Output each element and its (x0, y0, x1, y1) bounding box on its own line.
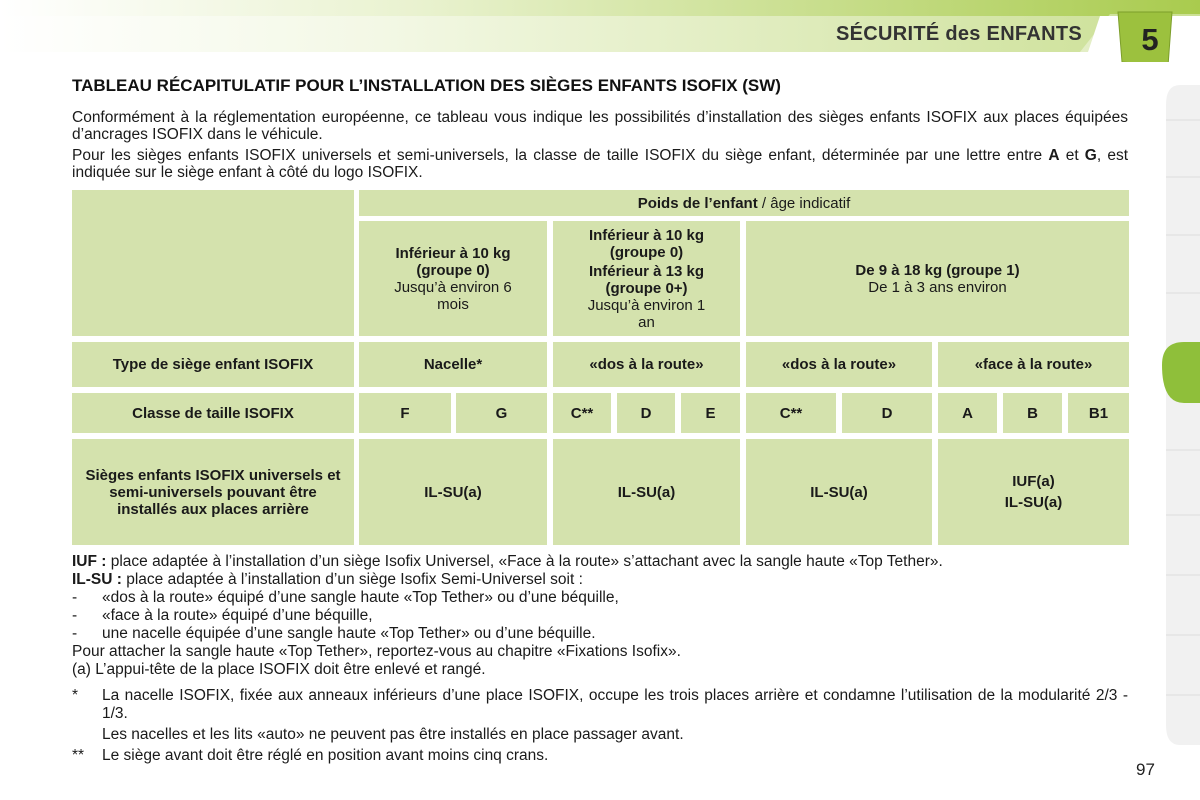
size-class-cell: D (617, 393, 675, 433)
weight-header-bold: Poids de l’enfant (637, 194, 758, 212)
group-0plus-title-2: Inférieur à 13 kg (groupe 0+) (588, 262, 705, 297)
weight-header (359, 190, 1129, 216)
size-class-cell: E (681, 393, 740, 433)
intro-paragraph-1: Conformément à la réglementation européenne, ce tableau vous indique les possibilités d’installation des sièges enfants ISOFIX aux places équipées d’ancrages ISOFIX dans le véhicule. (72, 109, 1128, 143)
size-class-cell: C** (553, 393, 611, 433)
note-iuf-text: place adaptée à l’installation d’un siège Isofix Universel, «Face à la route» s’attachant avec la sangle haute «Top Tether». (106, 553, 943, 570)
footnote-marker: ** (72, 747, 85, 764)
group-1-age: De 1 à 3 ans environ (868, 278, 1007, 296)
list-bullet: - (72, 625, 78, 642)
notes-section (72, 553, 1128, 765)
weight-header-rest: / âge indicatif (757, 194, 851, 212)
group-0-header (359, 221, 547, 336)
weight-header-label (638, 195, 851, 212)
list-item (72, 589, 1128, 607)
group-1-title: De 9 à 18 kg (groupe 1) (855, 261, 1020, 279)
page-number: 97 (1136, 760, 1155, 779)
seat-type-nacelle: Nacelle* (359, 342, 547, 387)
group-1-header (746, 221, 1129, 336)
intro-p2-letter-a: A (1048, 147, 1060, 164)
footnote-text: Le siège avant doit être réglé en position avant moins cinq crans. (102, 747, 549, 764)
list-item-text: «face à la route» équipé d’une béquille, (102, 607, 373, 624)
group-0plus-header (553, 221, 740, 336)
note-headrest: (a) L’appui-tête de la place ISOFIX doit être enlevé et rangé. (72, 661, 486, 678)
intro-p2-text: Pour les sièges enfants ISOFIX universels et semi-universels, la classe de taille ISOFIX du siège enfant, déterminée par une lettre entre (72, 147, 1049, 164)
group-0plus-age: Jusqu’à environ 1 an (587, 296, 706, 331)
note-ilsu-label: IL-SU : (72, 571, 122, 588)
row-label-size-class: Classe de taille ISOFIX (72, 393, 354, 433)
rear-seat-compat-ilsu: IL-SU(a) (1004, 494, 1063, 511)
rear-seat-compat-cell: IL-SU(a) (553, 439, 740, 545)
chapter-tabs (1152, 85, 1200, 745)
footnote-marker: * (72, 687, 79, 704)
intro-p2-letter-g: G (1084, 147, 1097, 164)
rear-seat-compat-cell (938, 439, 1129, 545)
footnote-text: Les nacelles et les lits «auto» ne peuvent pas être installés en place passager avant. (102, 726, 684, 743)
footnote-star-cont (72, 726, 1128, 744)
note-ilsu (72, 571, 1128, 589)
note-iuf (72, 553, 1128, 571)
rear-seat-compat-cell: IL-SU(a) (359, 439, 547, 545)
footnote-star (72, 687, 1128, 723)
note-ilsu-text: place adaptée à l’installation d’un siège Isofix Semi-Universel soit : (121, 571, 583, 588)
seat-type-rear-facing: «dos à la route» (746, 342, 932, 387)
seat-type-rear-facing: «dos à la route» (553, 342, 740, 387)
size-class-cell: B1 (1068, 393, 1129, 433)
group-0-title: Inférieur à 10 kg (groupe 0) (395, 244, 511, 279)
seat-type-forward-facing: «face à la route» (938, 342, 1129, 387)
group-0-age: Jusqu’à environ 6 mois (394, 278, 512, 313)
row-label-rear-seats: Sièges enfants ISOFIX universels et semi-universels pouvant être installés aux places arrière (72, 439, 354, 545)
size-class-cell: C** (746, 393, 836, 433)
intro-p2-text: et (1059, 147, 1085, 164)
row-label-seat-type: Type de siège enfant ISOFIX (72, 342, 354, 387)
rear-seat-compat-cell: IL-SU(a) (746, 439, 932, 545)
size-class-cell: F (359, 393, 451, 433)
list-item-text: une nacelle équipée d’une sangle haute «Top Tether» ou d’une béquille. (102, 625, 596, 642)
note-attach: Pour attacher la sangle haute «Top Tether», reportez-vous au chapitre «Fixations Isofix». (72, 643, 681, 660)
intro-text (72, 110, 1128, 186)
size-class-cell: G (456, 393, 547, 433)
page-title: TABLEAU RÉCAPITULATIF POUR L’INSTALLATION DES SIÈGES ENFANTS ISOFIX (SW) (72, 76, 781, 95)
group-0plus-title-1: Inférieur à 10 kg (groupe 0) (588, 226, 705, 261)
list-item (72, 625, 1128, 643)
size-class-cell: B (1003, 393, 1062, 433)
intro-paragraph-2 (72, 148, 1128, 181)
list-bullet: - (72, 589, 78, 606)
size-class-cell: D (842, 393, 932, 433)
rear-seat-compat-iuf: IUF(a) (1012, 473, 1055, 490)
size-class-cell: A (938, 393, 997, 433)
chapter-title: SÉCURITÉ des ENFANTS (835, 23, 1082, 45)
footnote-indent (72, 726, 102, 744)
list-item (72, 607, 1128, 625)
note-iuf-label: IUF : (72, 553, 107, 570)
chapter-number: 5 (1141, 22, 1159, 57)
intro-p2-text: , est indiquée sur le siège enfant à côté du logo ISOFIX. (72, 147, 1129, 181)
table-corner-cell (72, 190, 354, 336)
list-bullet: - (72, 607, 78, 624)
footnote-double-star (72, 747, 1128, 765)
footnote-text: La nacelle ISOFIX, fixée aux anneaux inférieurs d’une place ISOFIX, occupe les trois places arrière et condamne l’utilisation de la modularité 2/3 - 1/3. (102, 687, 1128, 722)
list-item-text: «dos à la route» équipé d’une sangle haute «Top Tether» ou d’une béquille, (102, 589, 619, 606)
